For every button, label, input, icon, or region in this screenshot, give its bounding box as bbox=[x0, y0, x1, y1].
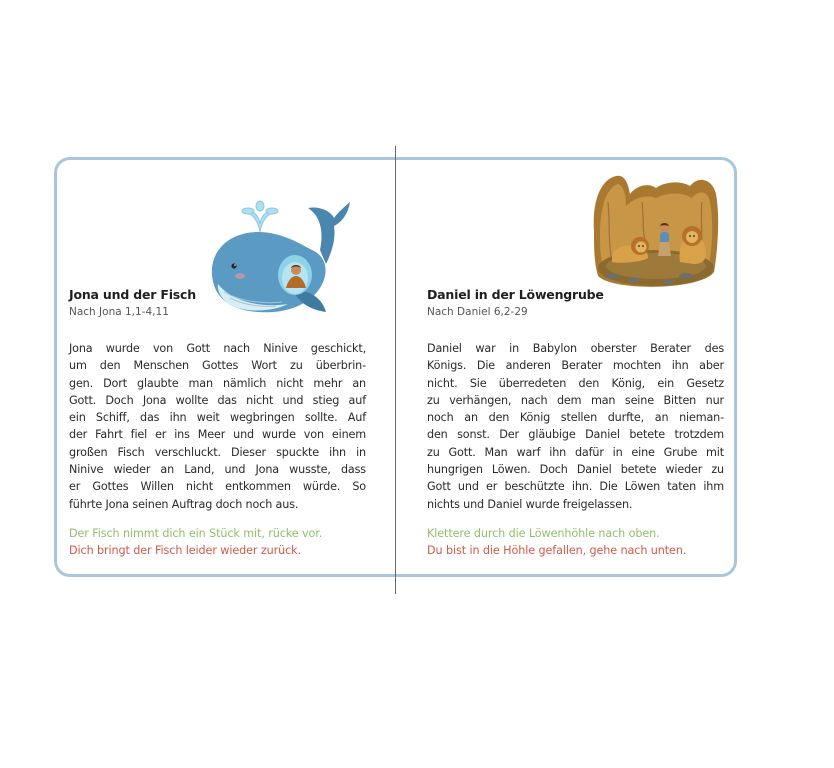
story-text-line: Jona wurde von Gott nach Ninive geschickt, bbox=[69, 342, 366, 355]
lions-den-icon bbox=[590, 172, 720, 297]
story-text-line: nicht. Sie überredeten den König, ein Gesetz bbox=[427, 376, 724, 390]
story-text-line: Gott. Doch Jona wollte das nicht und stieg auf bbox=[69, 393, 366, 407]
story-text-line: hungrigen Löwen. Doch Daniel betete wieder zu bbox=[427, 463, 724, 477]
scripture-reference: Nach Jona 1,1-4,11 bbox=[69, 306, 169, 318]
move-back-instruction: Du bist in die Höhle gefallen, gehe nach unten. bbox=[427, 544, 687, 557]
story-text-line: Gott und er beschützte ihn. Die Löwen taten ihm bbox=[427, 480, 724, 494]
story-text bbox=[427, 340, 724, 513]
scripture-reference: Nach Daniel 6,2-29 bbox=[427, 306, 528, 318]
story-text-line: ein Schiff, das ihn weit wegbringen sollte. Auf bbox=[69, 411, 366, 425]
story-text-line: zu verhängen, nach dem man seine Bitten nur bbox=[427, 393, 724, 407]
move-forward-instruction: Klettere durch die Löwenhöhle nach oben. bbox=[427, 527, 660, 540]
story-text-line: zu Gott. Man warf ihn dafür in eine Grube mit bbox=[427, 445, 724, 459]
story-text-line: führte Jona seinen Auftrag doch noch aus. bbox=[69, 497, 299, 511]
story-text-line: er Gottes Willen nicht entkommen würde. So bbox=[69, 480, 366, 494]
move-back-instruction: Dich bringt der Fisch leider wieder zurück. bbox=[69, 544, 302, 557]
story-text-line: um den Menschen Gottes Wort zu überbrin- bbox=[69, 359, 366, 373]
story-text-line: Daniel war in Babylon oberster Berater des bbox=[427, 342, 724, 355]
story-text-line: großen Fisch verschluckt. Dieser spuckte ihn in bbox=[69, 445, 366, 459]
story-text-line: Ninive wieder an Land, und Jona wusste, dass bbox=[69, 463, 366, 477]
whale-icon bbox=[202, 180, 352, 320]
story-text bbox=[69, 340, 366, 513]
story-text-line: nichts und Daniel wurde freigelassen. bbox=[427, 497, 633, 511]
page-fold-line bbox=[395, 146, 396, 594]
story-text-line: der Fahrt fiel er ins Meer und wurde von einem bbox=[69, 428, 366, 442]
story-text-line: noch an den König stellen durfte, an nieman- bbox=[427, 411, 724, 425]
story-text-line: den sonst. Der gläubige Daniel betete trotzdem bbox=[427, 428, 724, 442]
move-forward-instruction: Der Fisch nimmt dich ein Stück mit, rücke vor. bbox=[69, 527, 323, 540]
story-text-line: Königs. Die anderen Berater mochten ihn aber bbox=[427, 359, 724, 373]
story-title: Jona und der Fisch bbox=[69, 287, 196, 302]
story-text-line: gen. Dort glaubte man nämlich nicht mehr an bbox=[69, 376, 366, 390]
story-title: Daniel in der Löwengrube bbox=[427, 287, 604, 302]
